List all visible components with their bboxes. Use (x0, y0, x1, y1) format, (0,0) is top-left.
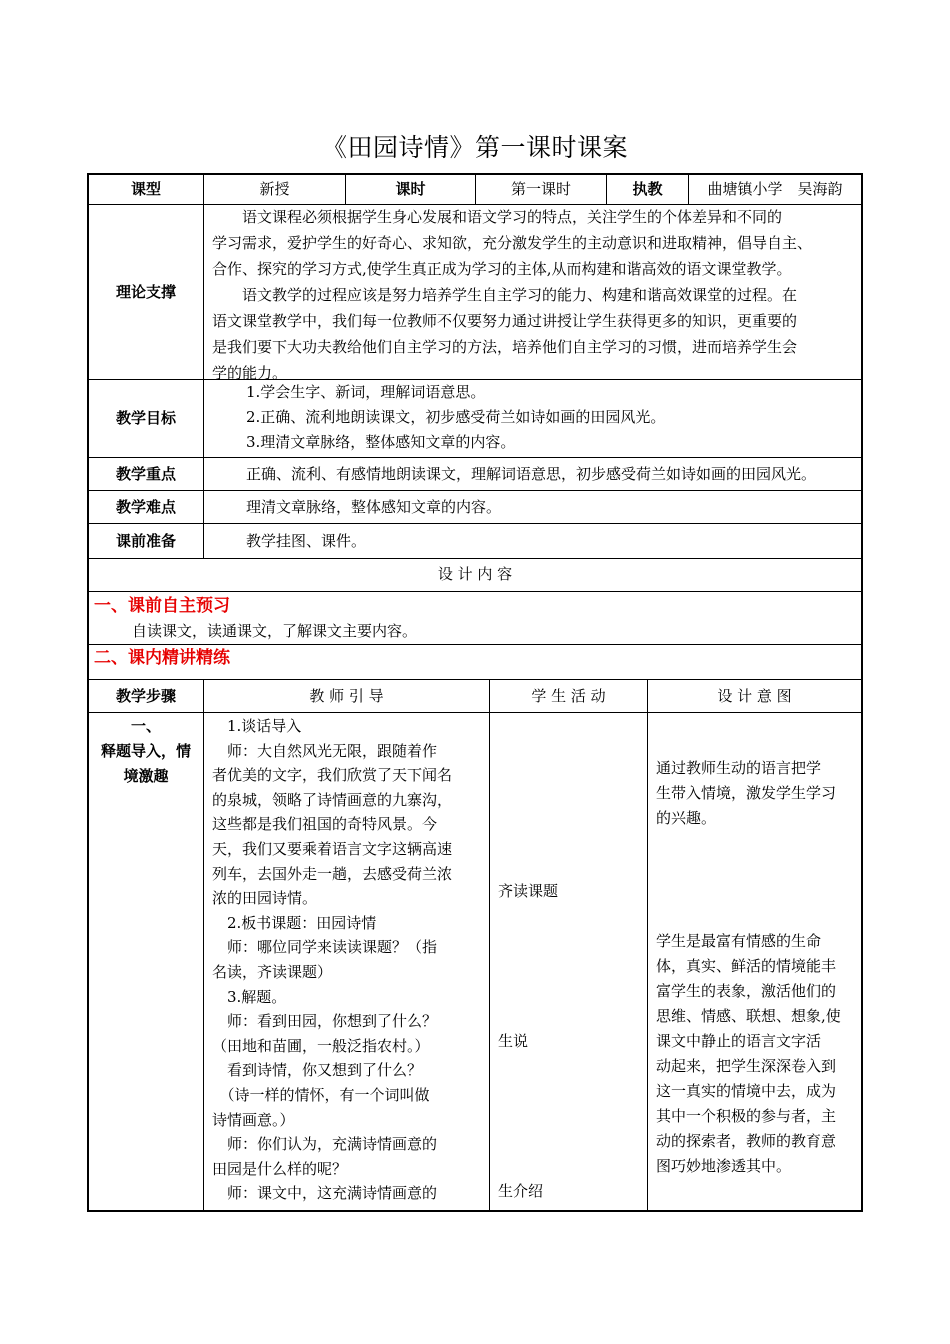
theory-line: 语文课程必须根据学生身心发展和语文学习的特点，关注学生的个体差异和不同的 (212, 208, 783, 226)
teacher-value: 曲塘镇小学 吴海韵 (707, 180, 843, 198)
design-intent-2: 学生是最富有情感的生命 体，真实、鲜活的情境能丰 富学生的表象，激活他们的 思维、情感、联想、想象,使 课文中静止的语言文字活 动起来，把学生深深卷入到 这一真实的情境中去，成为 其中一个积极的参与者，主 动的探索者，教师的教育意 图巧妙地渗透其中。 (656, 932, 841, 1175)
steps-header-teacher: 教 师 引 导 (309, 687, 384, 705)
difficulties-text: 理清文章脉络，整体感知文章的内容。 (246, 498, 502, 516)
design-heading: 设 计 内 容 (437, 565, 513, 583)
section1-heading: 一、课前自主预习 (94, 596, 230, 616)
goals-label: 教学目标 (115, 409, 176, 427)
theory-line: 学习需求，爱护学生的好奇心、求知欲，充分激发学生的主动意识和进取精神，倡导自主、 (212, 234, 813, 252)
design-intent-1: 通过教师生动的语言把学 生带入情境，激发学生学习 的兴趣。 (656, 759, 837, 827)
goal-item: 1.学会生字、新词，理解词语意思。 (246, 383, 486, 401)
period-value: 第一课时 (510, 180, 571, 198)
student-activity: 生介绍 (498, 1182, 544, 1200)
steps-header-student: 学 生 活 动 (531, 687, 606, 705)
goal-item: 2.正确、流利地朗读课文，初步感受荷兰如诗如画的田园风光。 (246, 408, 666, 426)
student-activity: 齐读课题 (498, 882, 559, 900)
step-title: 一、 释题导入，情 境激趣 (100, 717, 191, 785)
preparation-text: 教学挂图、课件。 (246, 532, 367, 550)
goal-item: 3.理清文章脉络，整体感知文章的内容。 (246, 433, 516, 451)
section1-text: 自读课文，读通课文，了解课文主要内容。 (132, 622, 418, 640)
page-title: 《田园诗情》第一课时课案 (321, 133, 628, 162)
key-points-label: 教学重点 (115, 465, 176, 483)
type-value: 新授 (259, 180, 290, 198)
difficulties-label: 教学难点 (115, 498, 176, 516)
key-points-text: 正确、流利、有感情地朗读课文，理解词语意思，初步感受荷兰如诗如画的田园风光。 (246, 465, 817, 483)
section2-heading: 二、课内精讲精练 (94, 648, 230, 668)
theory-line: 语文课堂教学中，我们每一位教师不仅要努力通过讲授让学生获得更多的知识，更重要的 (212, 312, 798, 330)
teacher-label: 执教 (632, 180, 663, 198)
theory-line: 学的能力。 (212, 364, 288, 382)
theory-text (212, 204, 857, 386)
teacher-guidance: 1.谈话导入 师：大自然风光无限，跟随着作 者优美的文字，我们欣赏了天下闻名 的泉城，领略了诗情画意的九寨沟， 这些都是我们祖国的奇特风景。今 天，我们又要乘着语言文字这辆高速 列车，去国外走一趟，去感受荷兰浓 浓的田园诗情。 2.板书课题：田园诗情 师：哪位同学来读读课题？（指 名读，齐读课题） 3.解题。 师：看到田园，你想到了什么？ （田地和苗圃，一般泛指农村。） 看到诗情，你又想到了什么？ （诗一样的情怀，有一个词叫做 诗情画意。） 师：你们认为，充满诗情画意的 田园是什么样的呢？ 师：课文中，这充满诗情画意的 (212, 717, 453, 1203)
theory-label: 理论支撑 (115, 283, 176, 301)
theory-line: 合作、探究的学习方式,使学生真正成为学习的主体,从而构建和谐高效的语文课堂教学。 (212, 260, 792, 278)
theory-line: 是我们要下大功夫教给他们自主学习的方法，培养他们自主学习的习惯，进而培养学生会 (212, 338, 798, 356)
steps-header-step: 教学步骤 (115, 687, 176, 705)
period-label: 课时 (395, 180, 426, 198)
student-activity: 生说 (498, 1032, 529, 1050)
theory-line: 语文教学的过程应该是努力培养学生自主学习的能力、构建和谐高效课堂的过程。在 (212, 286, 798, 304)
type-label: 课型 (130, 180, 161, 198)
steps-header-intent: 设 计 意 图 (717, 687, 792, 705)
preparation-label: 课前准备 (115, 532, 176, 550)
goals-list (246, 380, 665, 455)
